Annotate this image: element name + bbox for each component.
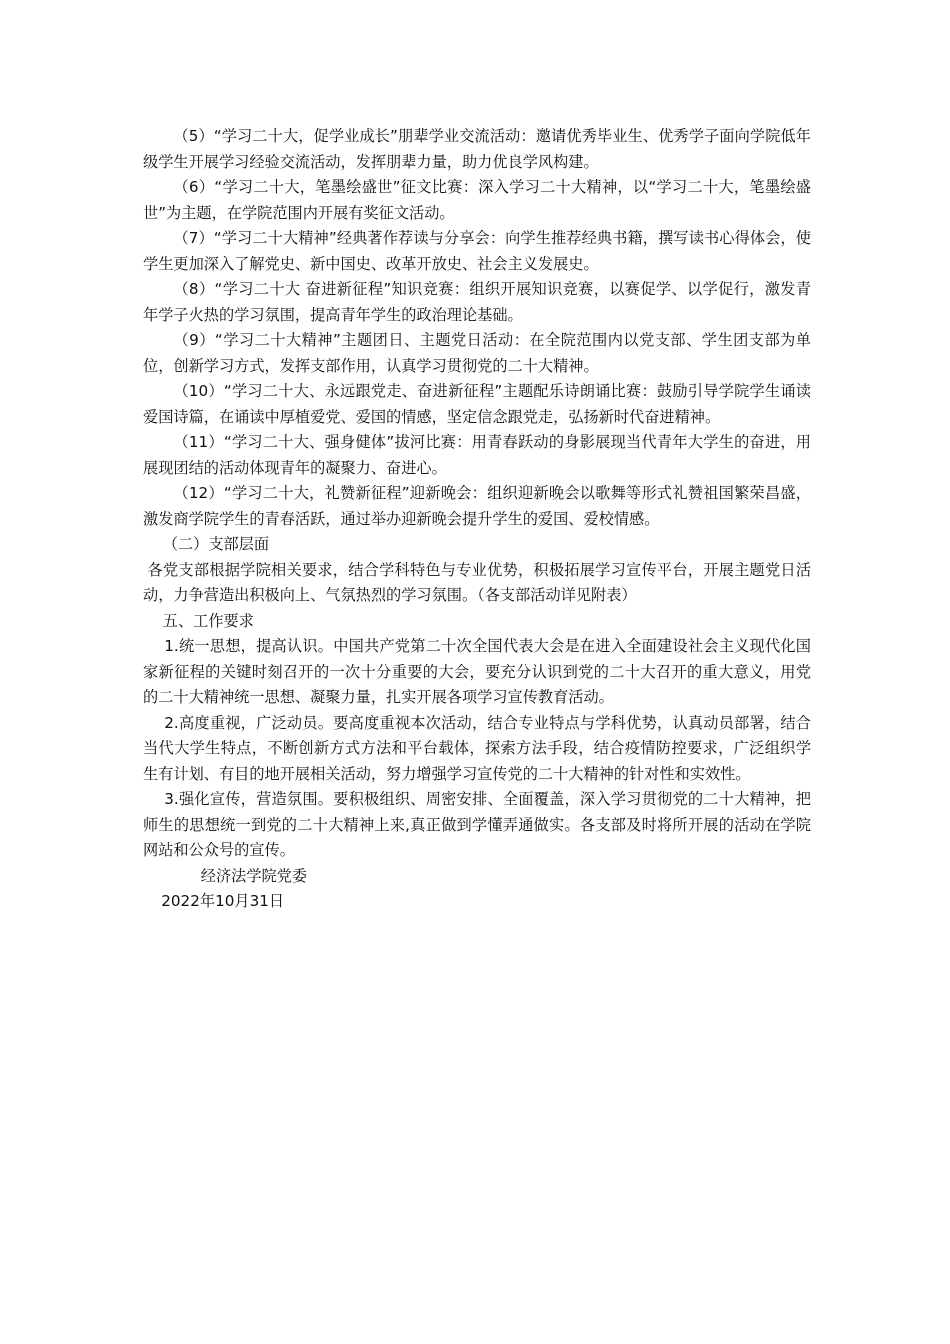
requirement-item: 1.统一思想，提高认识。中国共产党第二十次全国代表大会是在进入全面建设社会主义现代化国家新征程的关键时刻召开的一次十分重要的大会，要充分认识到党的二十大召开的重大意义，用党的二十大精神统一思想、凝聚力量，扎实开展各项学习宣传教育活动。 <box>143 637 811 706</box>
activity-item: （6）“学习二十大，笔墨绘盛世”征文比赛：深入学习二十大精神，以“学习二十大，笔墨绘盛世”为主题，在学院范围内开展有奖征文活动。 <box>143 178 811 222</box>
requirement-item: 3.强化宣传，营造氛围。要积极组织、周密安排、全面覆盖，深入学习贯彻党的二十大精神，把师生的思想统一到党的二十大精神上来,真正做到学懂弄通做实。各支部及时将所开展的活动在学院网站和公众号的宣传。 <box>143 790 811 859</box>
requirement-item: 2.高度重视，广泛动员。要高度重视本次活动，结合专业特点与学科优势，认真动员部署，结合当代大学生特点，不断创新方式方法和平台载体，探索方法手段，结合疫情防控要求，广泛组织学生有计划、有目的地开展相关活动，努力增强学习宣传党的二十大精神的针对性和实效性。 <box>143 713 811 783</box>
branch-paragraph: 各党支部根据学院相关要求，结合学科特色与专业优势，积极拓展学习宣传平台，开展主题党日活动，力争营造出积极向上、气氛热烈的学习氛围。（各支部活动详见附表） <box>143 560 811 604</box>
activity-item: （9）“学习二十大精神”主题团日、主题党日活动：在全院范围内以党支部、学生团支部为单位，创新学习方式，发挥支部作用，认真学习贯彻党的二十大精神。 <box>143 331 811 375</box>
signature: 经济法学院党委 <box>200 866 308 885</box>
activity-item: （8）“学习二十大 奋进新征程”知识竞赛：组织开展知识竞赛，以赛促学、以学促行，激发青年学子火热的学习氛围，提高青年学生的政治理论基础。 <box>143 280 811 324</box>
branch-heading: （二）支部层面 <box>162 535 270 553</box>
requirements-heading: 五、工作要求 <box>162 611 254 630</box>
activity-item: （7）“学习二十大精神”经典著作荐读与分享会：向学生推荐经典书籍，撰写读书心得体会，使学生更加深入了解党史、新中国史、改革开放史、社会主义发展史。 <box>143 229 811 273</box>
document-body <box>143 124 811 915</box>
activity-item: （11）“学习二十大、强身健体”拔河比赛：用青春跃动的身影展现当代青年大学生的奋进，用展现团结的活动体现青年的凝聚力、奋进心。 <box>143 433 811 477</box>
activity-item: （5）“学习二十大，促学业成长”朋辈学业交流活动：邀请优秀毕业生、优秀学子面向学院低年级学生开展学习经验交流活动，发挥朋辈力量，助力优良学风构建。 <box>143 127 811 171</box>
activity-item: （12）“学习二十大，礼赞新征程”迎新晚会：组织迎新晚会以歌舞等形式礼赞祖国繁荣昌盛，激发商学院学生的青春活跃，通过举办迎新晚会提升学生的爱国、爱校情感。 <box>143 484 811 528</box>
activity-item: （10）“学习二十大、永远跟党走、奋进新征程”主题配乐诗朗诵比赛：鼓励引导学院学生诵读爱国诗篇，在诵读中厚植爱党、爱国的情感，坚定信念跟党走，弘扬新时代奋进精神。 <box>143 382 811 426</box>
document-date: 2022年10月31日 <box>161 892 285 910</box>
